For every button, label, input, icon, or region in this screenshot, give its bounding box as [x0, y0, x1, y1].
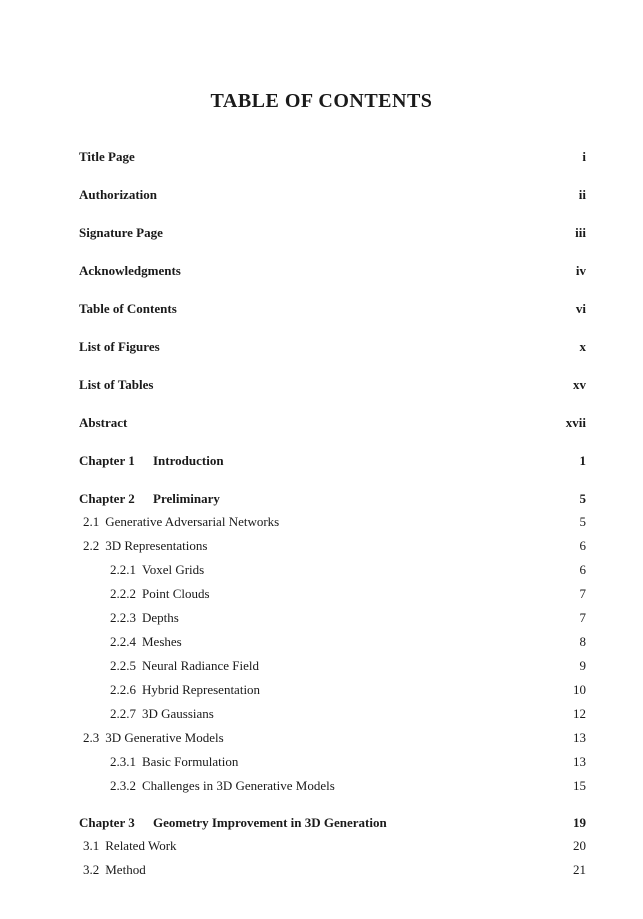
toc-subsection-heading	[110, 678, 260, 702]
toc-page-number: xv	[573, 377, 586, 392]
toc-entry-label: List of Tables	[79, 377, 154, 392]
toc-subsection-heading	[110, 774, 335, 798]
toc-page-number: 7	[579, 610, 586, 625]
toc-subsection-number: 2.2.1	[110, 562, 136, 577]
table-of-contents	[79, 146, 586, 896]
toc-section-title: 3D Representations	[105, 538, 208, 553]
toc-entry-front-matter[interactable]	[79, 412, 586, 450]
toc-page-number: 12	[573, 706, 586, 721]
toc-subsection-heading	[110, 630, 182, 654]
toc-page-number: 20	[573, 838, 586, 853]
toc-section-heading	[83, 726, 224, 750]
toc-section-heading	[83, 534, 207, 558]
toc-section-heading	[83, 834, 177, 858]
toc-chapter-number: Chapter 3	[79, 815, 135, 830]
toc-subsection-number: 2.3.2	[110, 778, 136, 793]
toc-page-number: 10	[573, 682, 586, 697]
toc-subsection-number: 2.2.6	[110, 682, 136, 697]
toc-entry-label: Signature Page	[79, 225, 163, 240]
toc-subsection-number: 2.3.1	[110, 754, 136, 769]
toc-subsection-number: 2.2.2	[110, 586, 136, 601]
toc-section-title: Related Work	[105, 838, 177, 853]
toc-page-number: 6	[579, 538, 586, 553]
toc-subsection-title: Challenges in 3D Generative Models	[142, 778, 335, 793]
toc-section-title: Method	[105, 862, 146, 877]
toc-entry-chapter[interactable]	[79, 488, 586, 510]
toc-page-number: vi	[575, 301, 586, 316]
toc-entry-label: Acknowledgments	[79, 263, 181, 278]
toc-entry-front-matter[interactable]	[79, 260, 586, 298]
toc-section-number: 2.2	[83, 538, 100, 553]
toc-subsection-number: 2.2.7	[110, 706, 136, 721]
toc-entry-section[interactable]	[79, 858, 586, 882]
toc-section-title: 3D Generative Models	[105, 730, 224, 745]
toc-section-number: 3.2	[83, 862, 100, 877]
toc-subsection-heading	[110, 702, 214, 726]
toc-entry-subsection[interactable]	[79, 582, 586, 606]
toc-subsection-heading	[110, 654, 259, 678]
toc-subsection-title: Neural Radiance Field	[142, 658, 259, 673]
toc-entry-chapter[interactable]	[79, 812, 586, 834]
toc-entry-front-matter[interactable]	[79, 298, 586, 336]
toc-subsection-heading	[110, 606, 179, 630]
toc-section-heading	[83, 858, 146, 882]
toc-entry-subsection[interactable]	[79, 750, 586, 774]
toc-page-number: 1	[579, 453, 586, 468]
toc-page-number: 21	[573, 862, 586, 877]
toc-chapter-number: Chapter 2	[79, 491, 135, 506]
toc-page-number: iv	[575, 263, 586, 278]
toc-entry-front-matter[interactable]	[79, 184, 586, 222]
toc-page-number: 13	[573, 730, 586, 745]
toc-page-number: 13	[573, 754, 586, 769]
toc-subsection-title: Basic Formulation	[142, 754, 239, 769]
toc-page-number: xvii	[565, 415, 586, 430]
toc-page-number: i	[582, 149, 586, 164]
toc-subsection-number: 2.2.4	[110, 634, 136, 649]
toc-subsection-title: Meshes	[142, 634, 182, 649]
toc-entry-chapter[interactable]	[79, 450, 586, 488]
toc-page-number: 19	[573, 815, 586, 830]
toc-chapter-title: Introduction	[153, 453, 224, 468]
toc-chapter-title: Geometry Improvement in 3D Generation	[153, 815, 387, 830]
toc-entry-subsection[interactable]	[79, 630, 586, 654]
toc-chapter-heading	[79, 450, 224, 472]
toc-page-number: iii	[575, 225, 586, 240]
toc-chapter-heading	[79, 488, 220, 510]
toc-entry-front-matter[interactable]	[79, 336, 586, 374]
toc-section-title: Generative Adversarial Networks	[105, 514, 280, 529]
page-title: TABLE OF CONTENTS	[210, 90, 433, 112]
toc-entry-section[interactable]	[79, 726, 586, 750]
toc-subsection-title: Point Clouds	[142, 586, 210, 601]
toc-page-number: 9	[579, 658, 586, 673]
toc-chapter-heading	[79, 812, 387, 834]
toc-section-number: 3.1	[83, 838, 100, 853]
toc-entry-front-matter[interactable]	[79, 222, 586, 260]
toc-entry-subsection[interactable]	[79, 702, 586, 726]
toc-entry-subsection[interactable]	[79, 654, 586, 678]
toc-subsection-heading	[110, 558, 204, 582]
toc-entry-section[interactable]	[79, 534, 586, 558]
toc-subsection-heading	[110, 750, 238, 774]
toc-page-number: 8	[579, 634, 586, 649]
toc-entry-subsection[interactable]	[79, 678, 586, 702]
toc-section-number: 2.1	[83, 514, 100, 529]
toc-entry-front-matter[interactable]	[79, 374, 586, 412]
toc-page-number: 5	[579, 491, 586, 506]
toc-entry-subsection[interactable]	[79, 606, 586, 630]
toc-page-number: 5	[579, 514, 586, 529]
toc-entry-label: List of Figures	[79, 339, 160, 354]
toc-page-number: 15	[573, 778, 586, 793]
toc-page-number: 7	[579, 586, 586, 601]
toc-subsection-title: Voxel Grids	[142, 562, 205, 577]
toc-entry-label: Table of Contents	[79, 301, 177, 316]
toc-subsection-heading	[110, 582, 210, 606]
toc-chapter-title: Preliminary	[153, 491, 220, 506]
toc-entry-section[interactable]	[79, 510, 586, 534]
toc-page-number: x	[579, 339, 586, 354]
toc-chapter-number: Chapter 1	[79, 453, 135, 468]
toc-section-heading	[83, 510, 279, 534]
toc-entry-label: Abstract	[79, 415, 128, 430]
toc-entry-subsection[interactable]	[79, 774, 586, 798]
toc-page-number: 6	[579, 562, 586, 577]
toc-entry-section[interactable]	[79, 834, 586, 858]
toc-entry-label: Authorization	[79, 187, 157, 202]
toc-section-number: 2.3	[83, 730, 100, 745]
toc-subsection-number: 2.2.5	[110, 658, 136, 673]
toc-entry-label: Title Page	[79, 149, 135, 164]
toc-page-number: ii	[578, 187, 586, 202]
toc-entry-subsection[interactable]	[79, 558, 586, 582]
toc-subsection-title: 3D Gaussians	[142, 706, 214, 721]
toc-subsection-title: Hybrid Representation	[142, 682, 261, 697]
toc-subsection-title: Depths	[142, 610, 179, 625]
toc-entry-front-matter[interactable]	[79, 146, 586, 184]
toc-subsection-number: 2.2.3	[110, 610, 136, 625]
